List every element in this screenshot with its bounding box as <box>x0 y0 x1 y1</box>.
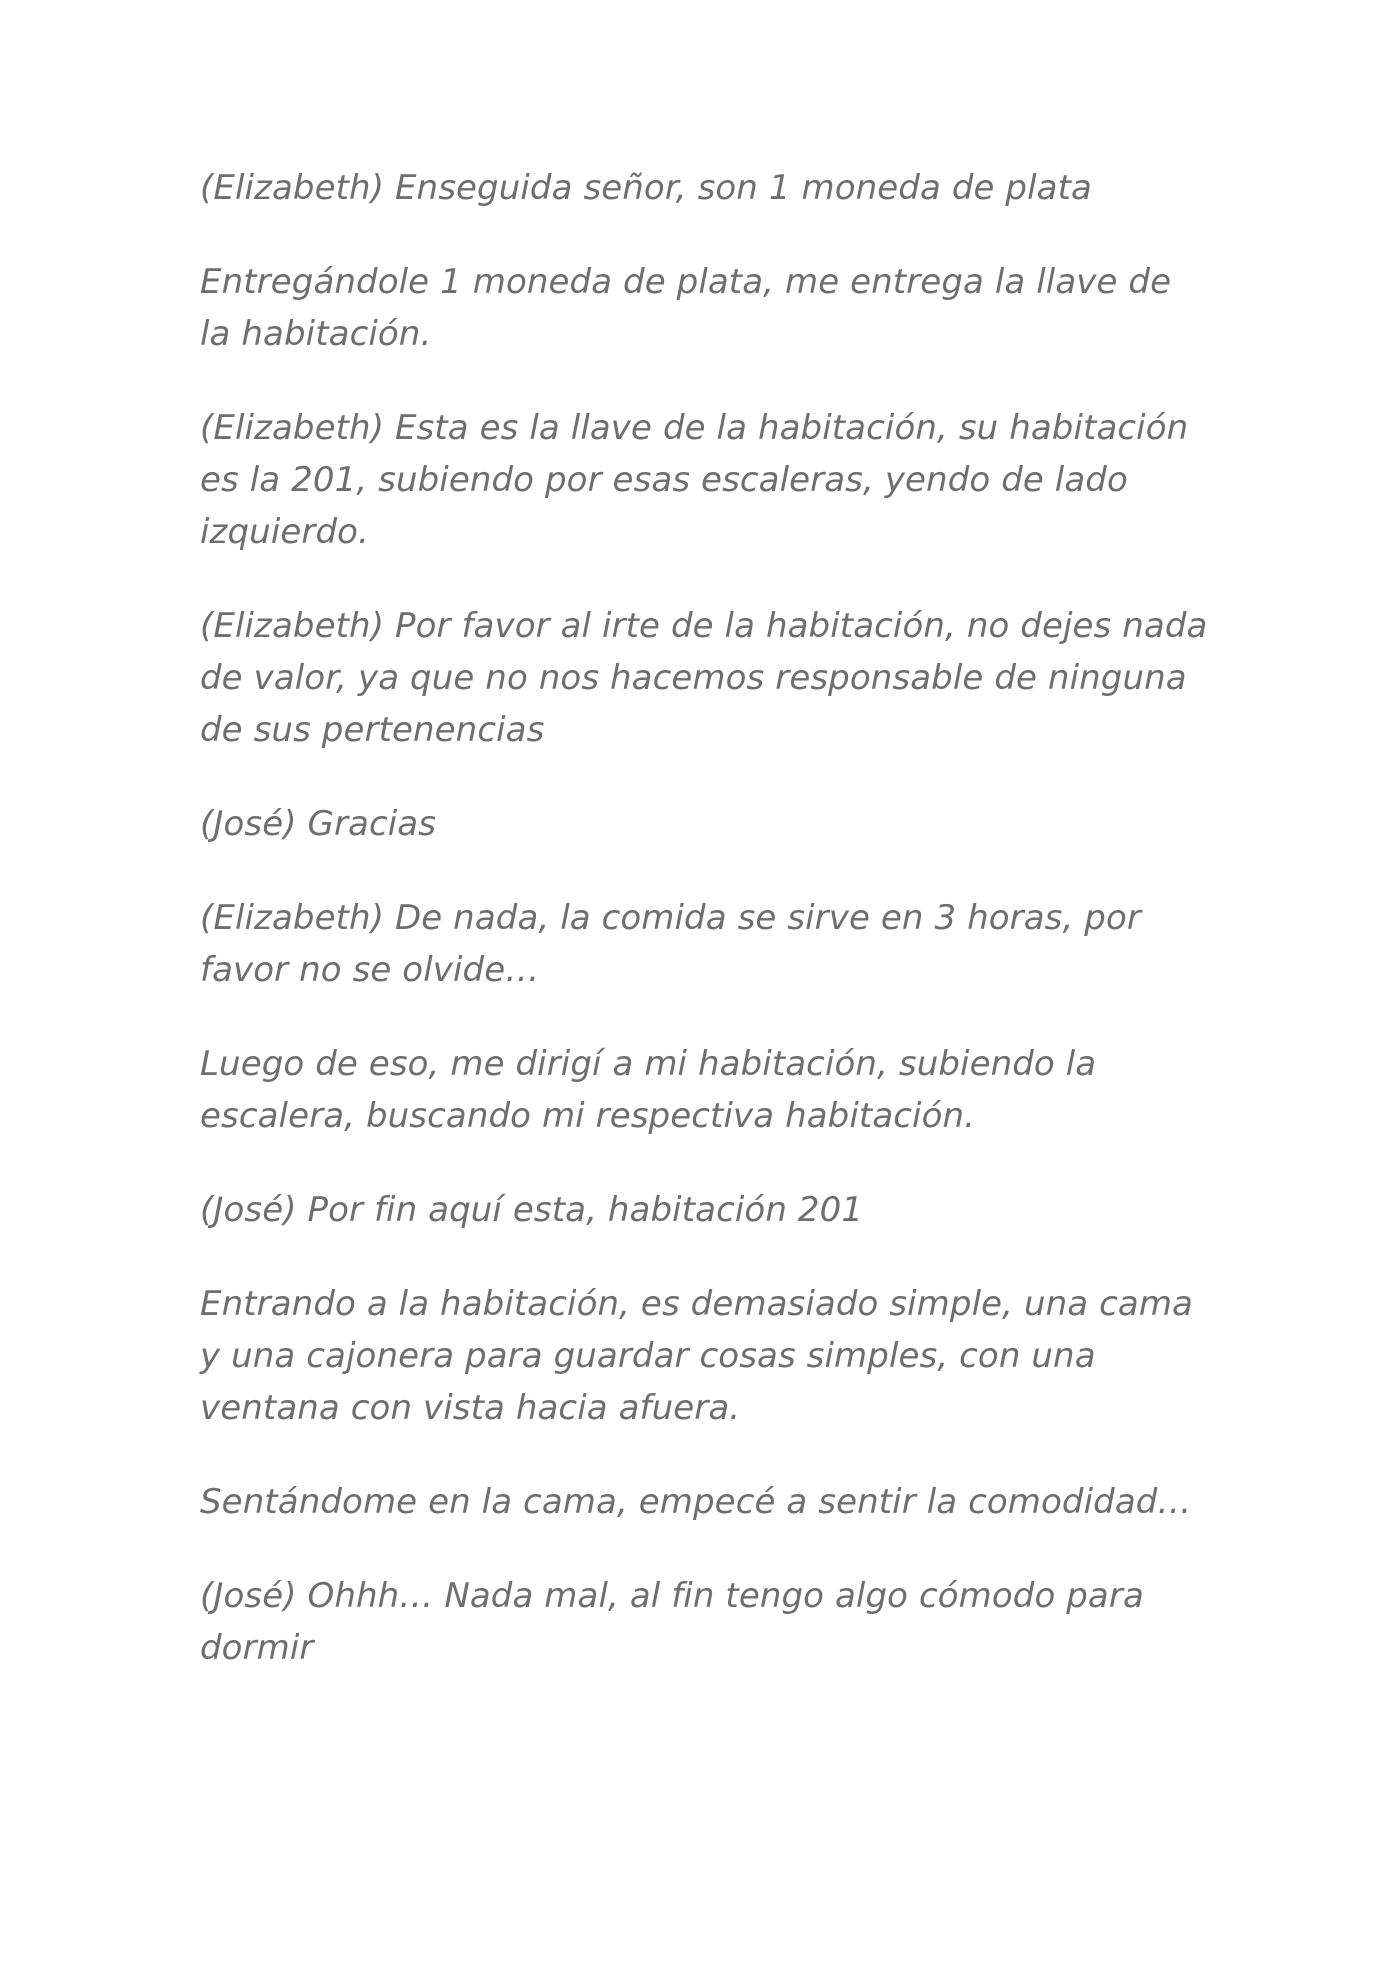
paragraph: (José) Por fin aquí esta, habitación 201 <box>200 1190 864 1230</box>
paragraph: Entrando a la habitación, es demasiado simple, una cama y una cajonera para guardar cosas simples, con una ventana con vista hacia afuera. <box>200 1284 1193 1428</box>
paragraph: Luego de eso, me dirigí a mi habitación, subiendo la escalera, buscando mi respectiva habitación. <box>200 1044 1097 1136</box>
paragraph: (José) Gracias <box>200 804 437 844</box>
paragraph: (Elizabeth) Enseguida señor, son 1 moneda de plata <box>200 168 1092 208</box>
paragraph: Sentándome en la cama, empecé a sentir la comodidad… <box>200 1482 1192 1522</box>
paragraph: Entregándole 1 moneda de plata, me entrega la llave de la habitación. <box>200 262 1172 354</box>
paragraph: (Elizabeth) De nada, la comida se sirve en 3 horas, por favor no se olvide… <box>200 898 1141 990</box>
paragraph: (Elizabeth) Por favor al irte de la habitación, no dejes nada de valor, ya que no nos hacemos responsable de ninguna de sus pertenencias <box>200 606 1208 750</box>
paragraph: (Elizabeth) Esta es la llave de la habitación, su habitación es la 201, subiendo por esas escaleras, yendo de lado izquierdo. <box>200 408 1189 552</box>
document-body <box>200 162 1210 1716</box>
paragraph: (José) Ohhh… Nada mal, al fin tengo algo cómodo para dormir <box>200 1576 1144 1668</box>
